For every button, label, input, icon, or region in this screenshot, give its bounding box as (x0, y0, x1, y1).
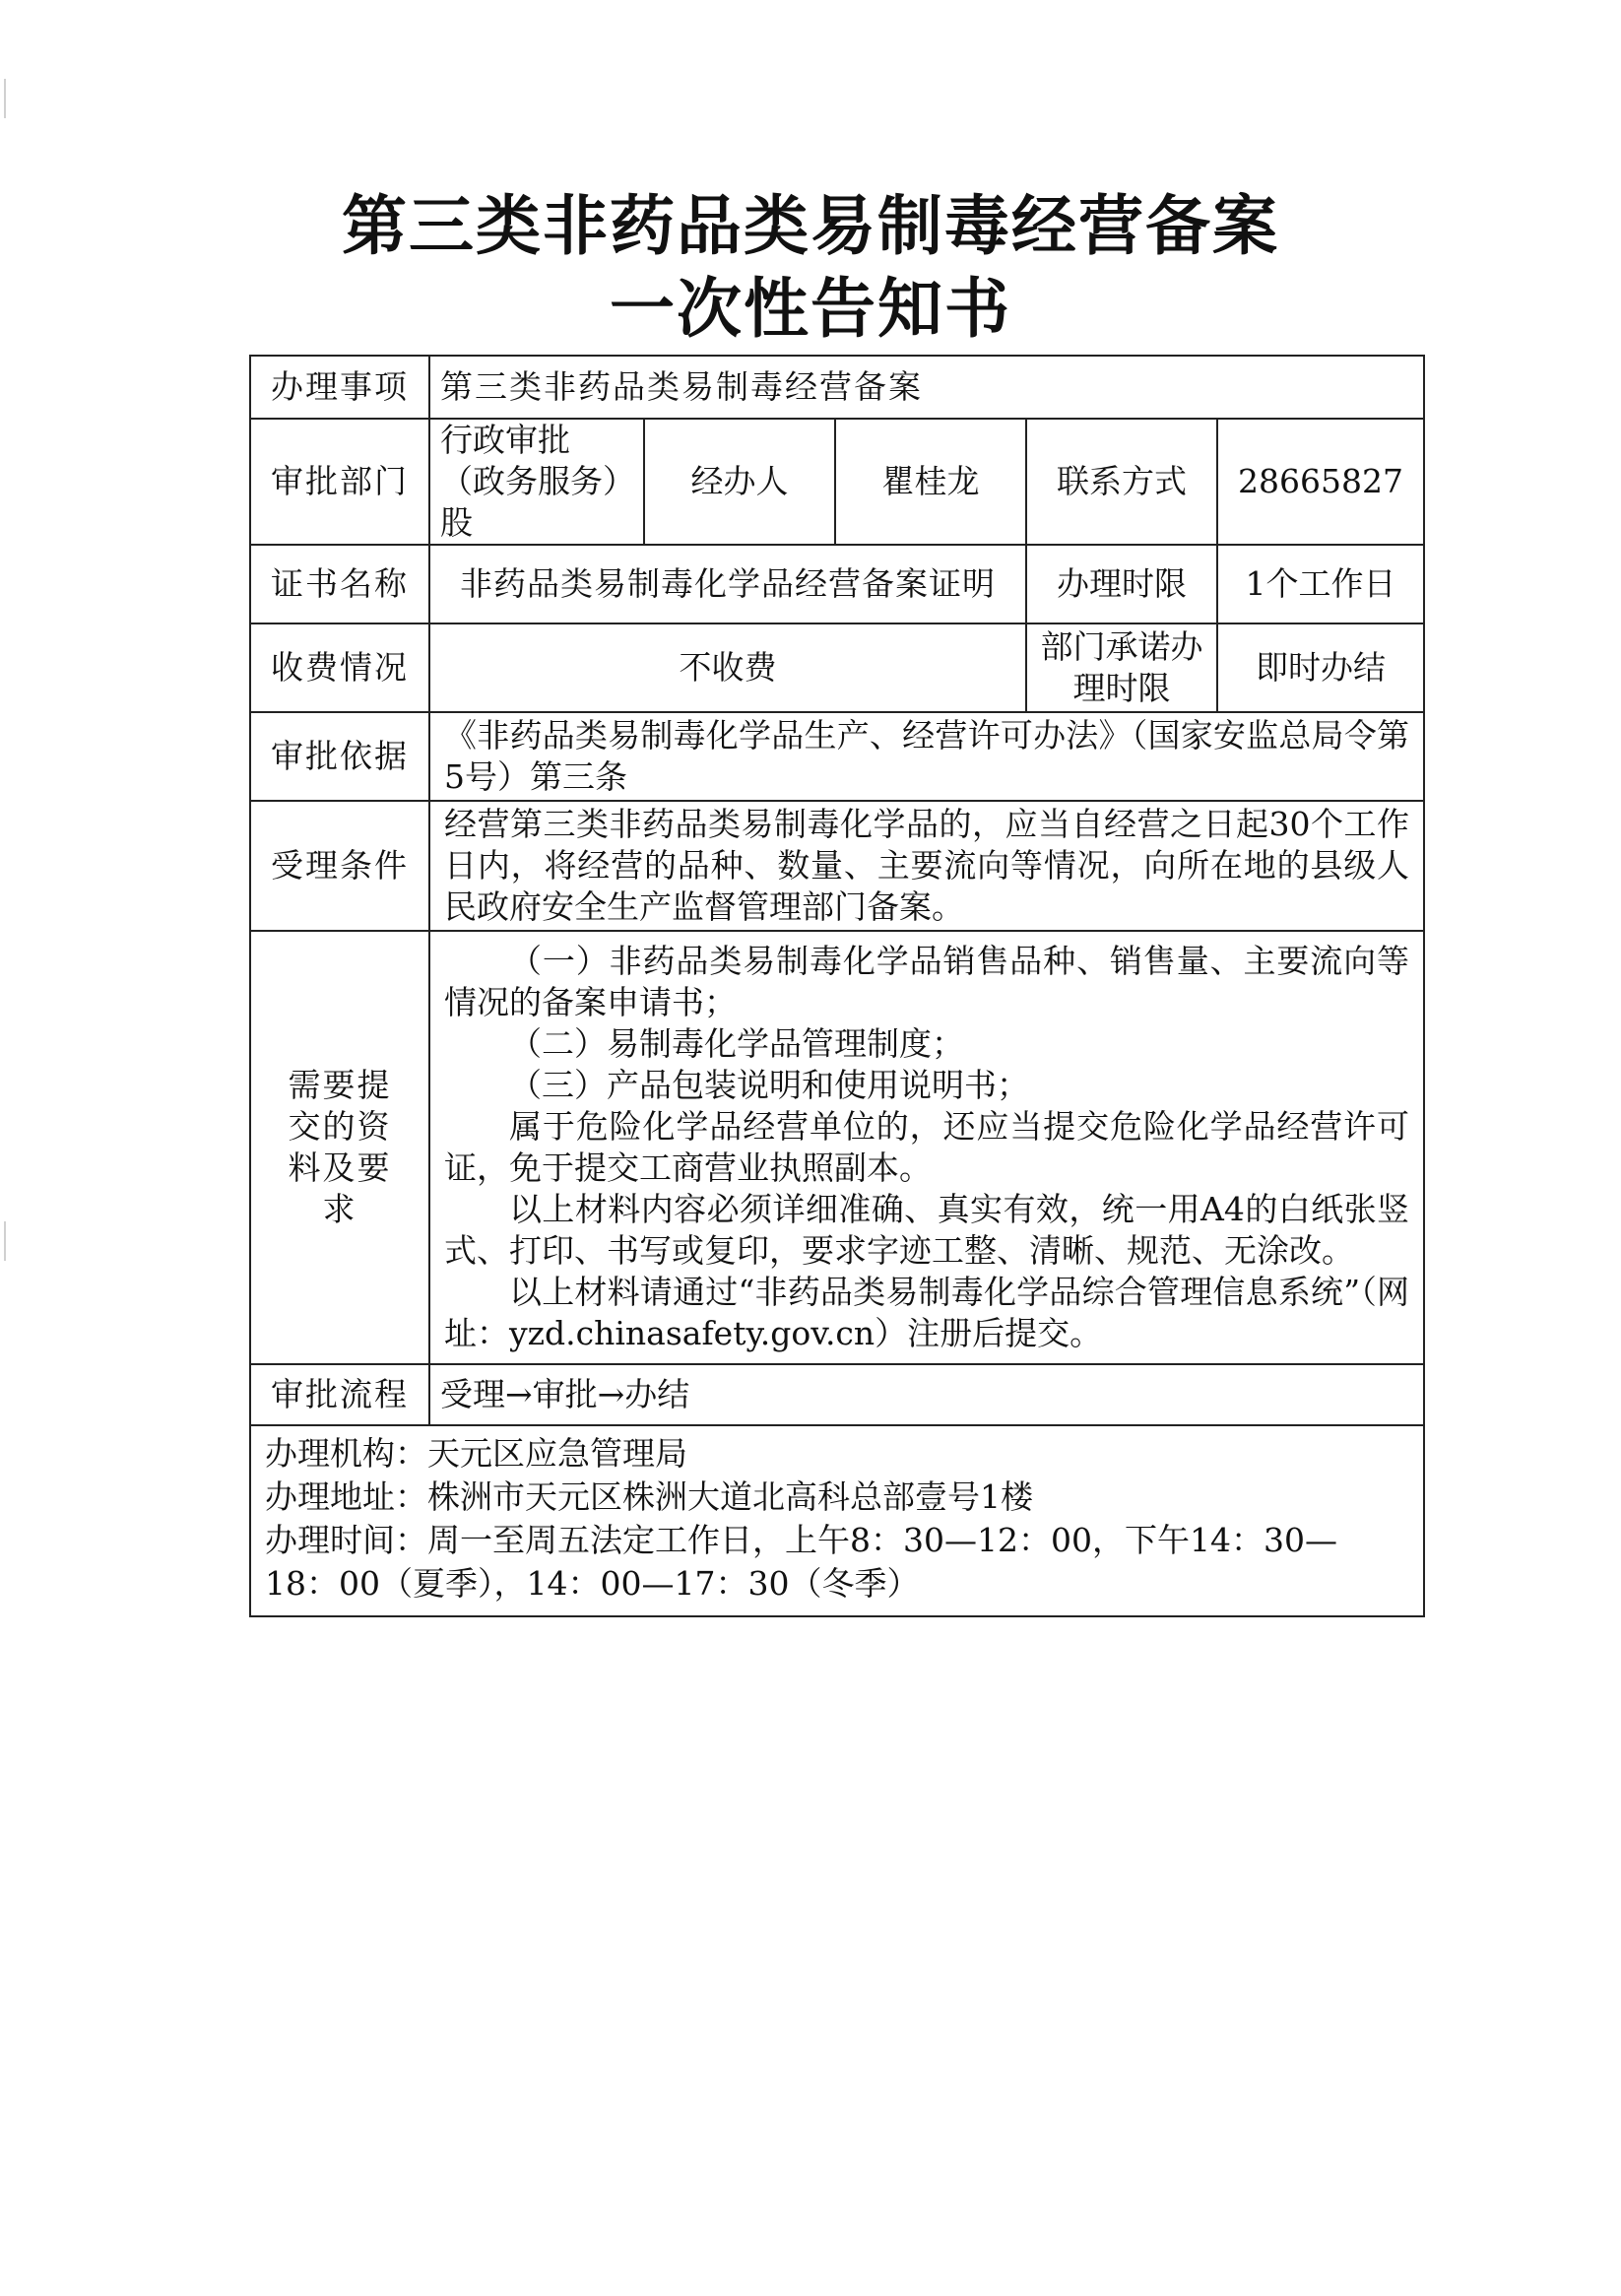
contact-label: 联系方式 (1026, 419, 1217, 545)
row-process (250, 1364, 1424, 1425)
condition-label: 受理条件 (250, 801, 429, 931)
basis-label: 审批依据 (250, 712, 429, 801)
item-value: 第三类非药品类易制毒经营备案 (429, 356, 1424, 419)
limit-value: 1个工作日 (1217, 545, 1424, 623)
dept-value: 行政审批（政务服务）股 (429, 419, 644, 545)
limit-label: 办理时限 (1026, 545, 1217, 623)
row-materials (250, 931, 1424, 1364)
row-basis (250, 712, 1424, 801)
material-item: 属于危险化学品经营单位的，还应当提交危险化学品经营许可证，免于提交工商营业执照副本。 (444, 1107, 1410, 1187)
office-org: 办理机构：天元区应急管理局 (265, 1434, 687, 1473)
scan-edge-mark (4, 1221, 6, 1261)
page-title: 第三类非药品类易制毒经营备案 (342, 187, 1279, 264)
condition-value: 经营第三类非药品类易制毒化学品的，应当自经营之日起30个工作日内，将经营的品种、数量、主要流向等情况，向所在地的县级人民政府安全生产监督管理部门备案。 (429, 801, 1424, 931)
row-cert (250, 545, 1424, 623)
material-item: 以上材料内容必须详细准确、真实有效，统一用A4的白纸张竖式、打印、书写或复印，要求字迹工整、清晰、规范、无涂改。 (444, 1190, 1410, 1270)
row-footer (250, 1425, 1424, 1616)
cert-label: 证书名称 (250, 545, 429, 623)
notice-table (249, 355, 1425, 1617)
materials-list (429, 931, 1424, 1364)
material-item: （二）易制毒化学品管理制度； (509, 1024, 964, 1063)
dept-label: 审批部门 (250, 419, 429, 545)
item-label: 办理事项 (250, 356, 429, 419)
row-condition (250, 801, 1424, 931)
material-item: 以上材料请通过“非药品类易制毒化学品综合管理信息系统”（网址：yzd.chinasafety.gov.cn）注册后提交。 (444, 1273, 1410, 1352)
row-fee (250, 623, 1424, 712)
row-dept (250, 419, 1424, 545)
cert-value: 非药品类易制毒化学品经营备案证明 (429, 545, 1026, 623)
promise-value: 即时办结 (1217, 623, 1424, 712)
fee-label: 收费情况 (250, 623, 429, 712)
row-item (250, 356, 1424, 419)
page-subtitle: 一次性告知书 (610, 270, 1011, 347)
materials-label: 需要提交的资料及要求 (250, 931, 429, 1364)
process-label: 审批流程 (250, 1364, 429, 1425)
contact-number: 28665827 (1217, 419, 1424, 545)
footer-cell (250, 1425, 1424, 1616)
handler-label: 经办人 (644, 419, 835, 545)
material-item: （三）产品包装说明和使用说明书； (509, 1066, 1029, 1104)
process-value: 受理→审批→办结 (429, 1364, 1424, 1425)
promise-label: 部门承诺办理时限 (1026, 623, 1217, 712)
office-hours: 办理时间：周一至周五法定工作日，上午8：30—12：00，下午14：30—18：00（夏季），14：00—17：30（冬季） (265, 1521, 1337, 1603)
basis-value: 《非药品类易制毒化学品生产、经营许可办法》（国家安监总局令第5号）第三条 (429, 712, 1424, 801)
material-item: （一）非药品类易制毒化学品销售品种、销售量、主要流向等情况的备案申请书； (444, 942, 1410, 1021)
handler-name: 瞿桂龙 (835, 419, 1026, 545)
office-address: 办理地址：株洲市天元区株洲大道北高科总部壹号1楼 (265, 1477, 1033, 1516)
scan-edge-mark (4, 79, 6, 118)
fee-value: 不收费 (429, 623, 1026, 712)
